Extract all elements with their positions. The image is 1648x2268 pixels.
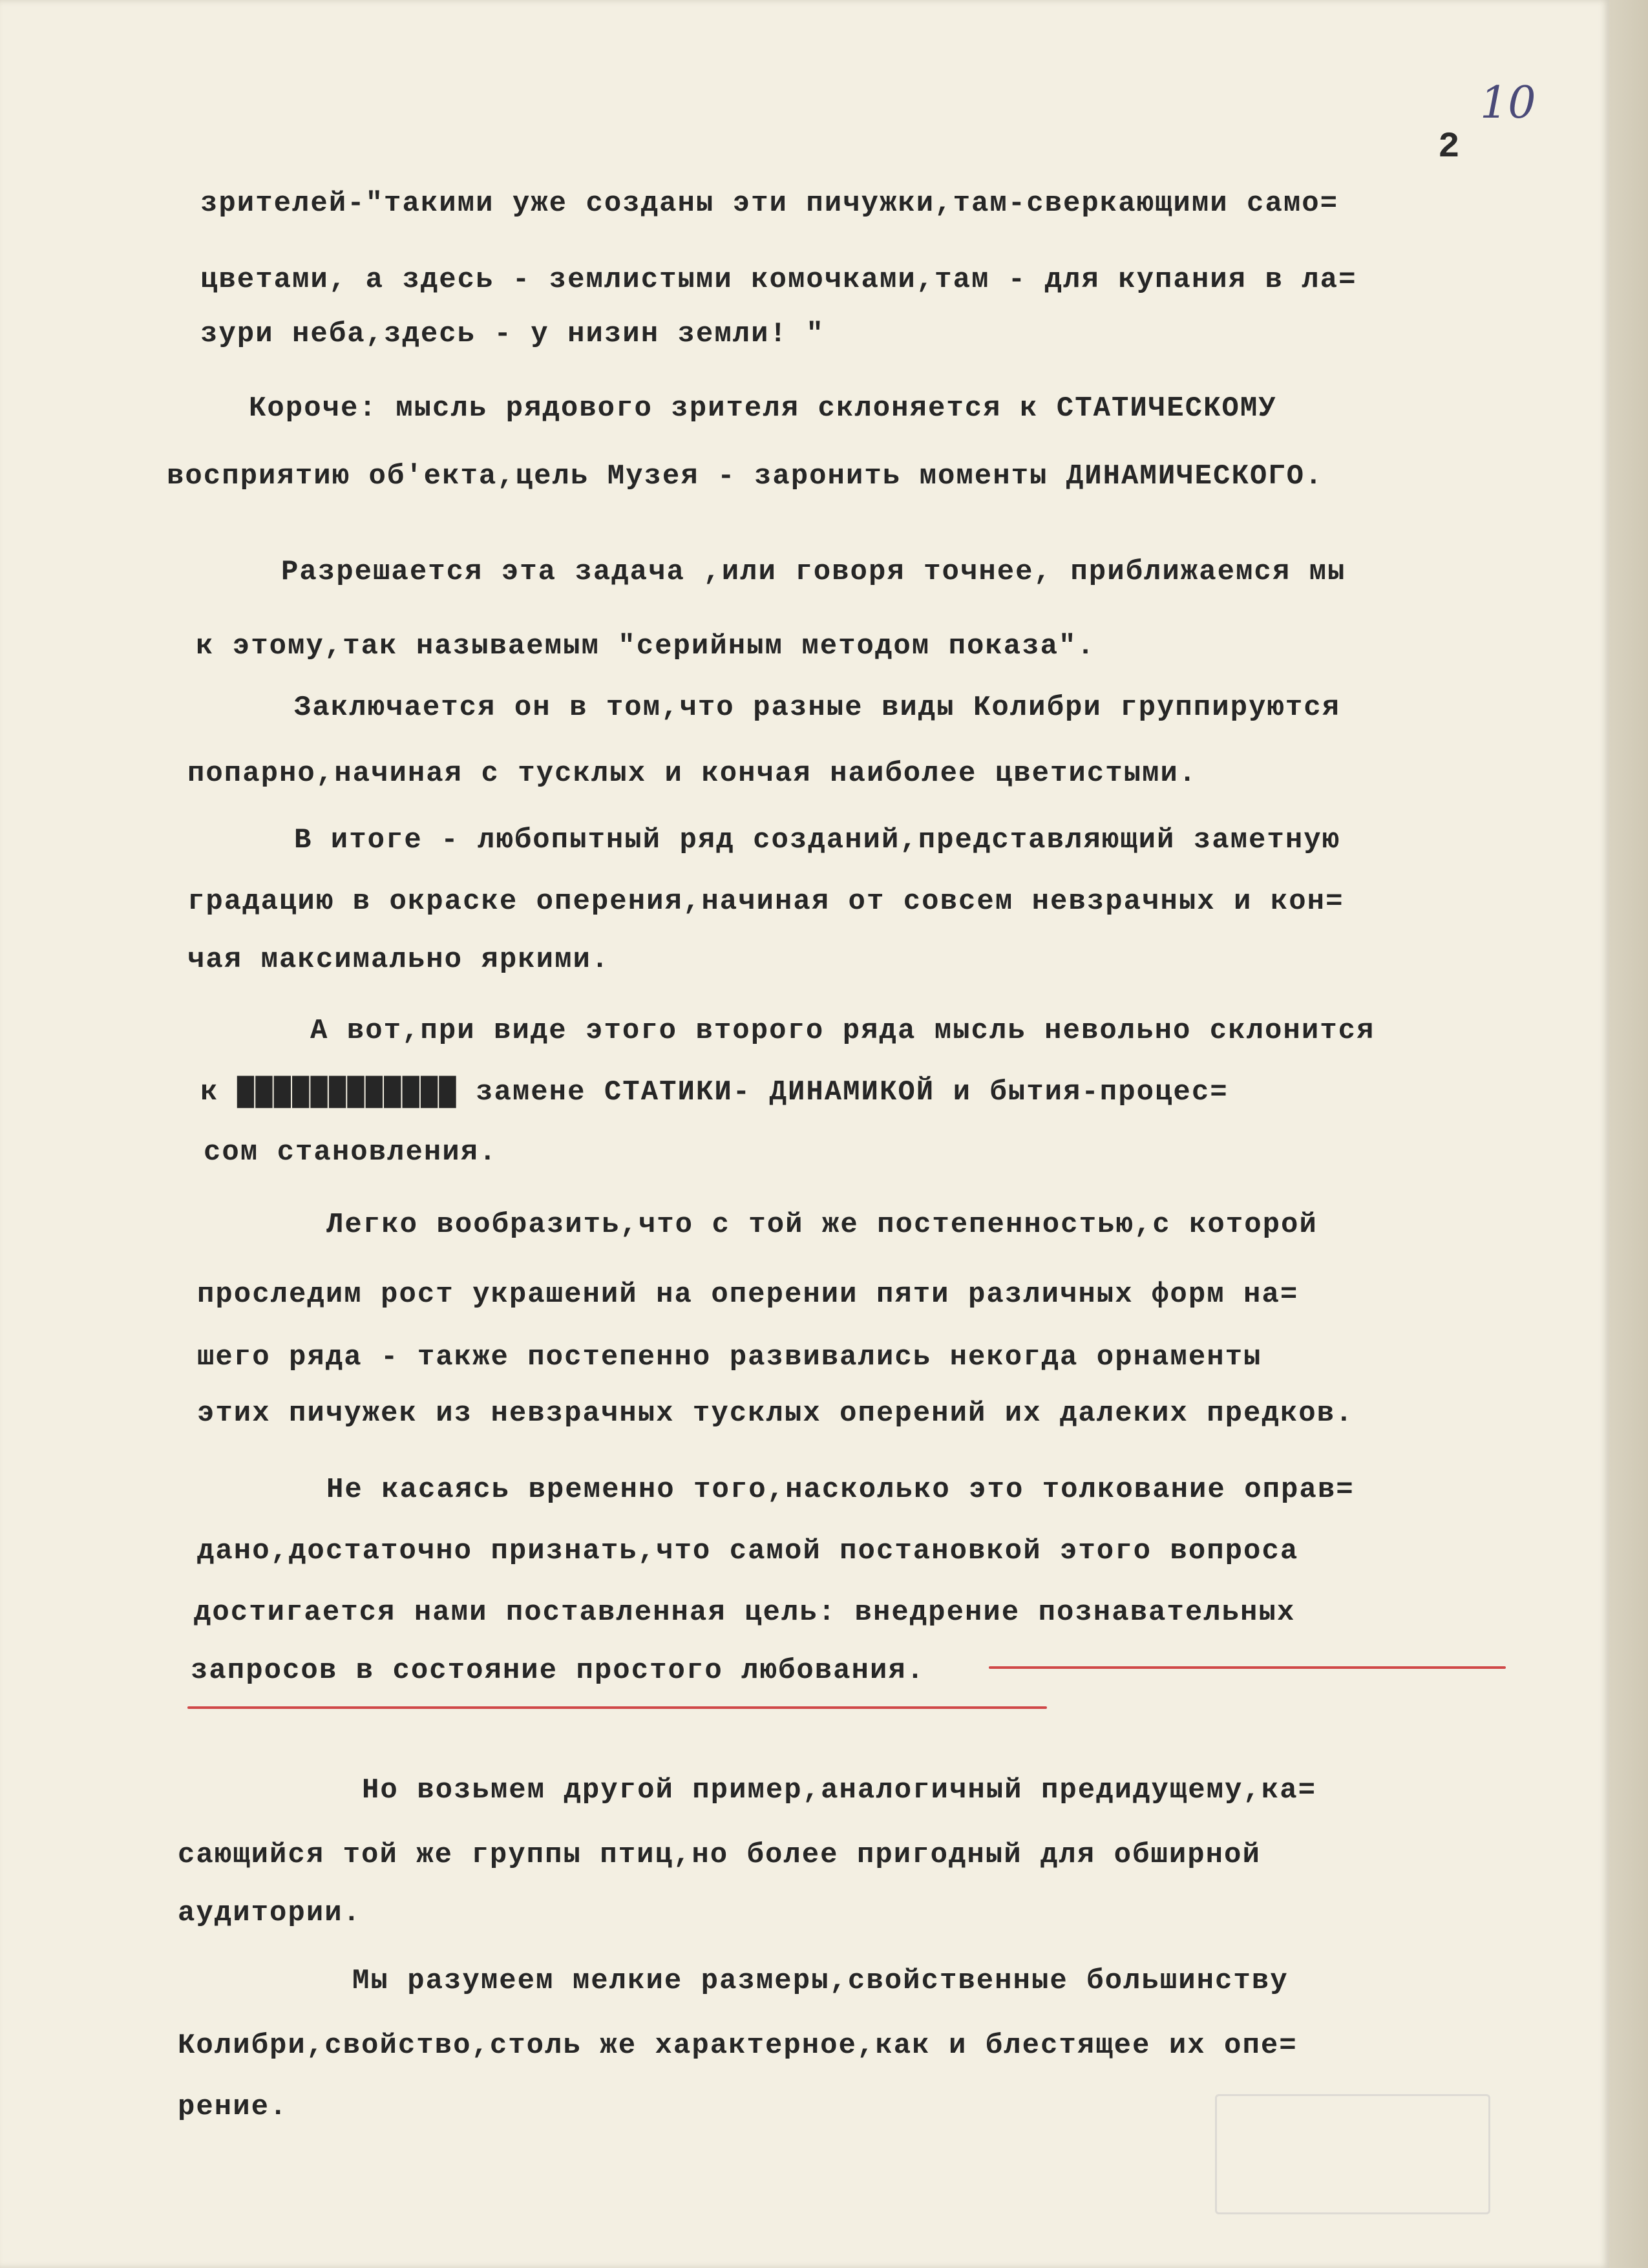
text-line: шего ряда - также постепенно развивались некогда орнаменты	[197, 1341, 1262, 1373]
text-line: дано,достаточно признать,что самой постановкой этого вопроса	[197, 1535, 1299, 1567]
text-line: к ████████████ замене СТАТИКИ- ДИНАМИКОЙ и бытия-процес=	[200, 1076, 1229, 1108]
text-line: цветами, а здесь - землистыми комочками,там - для купания в ла=	[200, 264, 1357, 296]
text-line: градацию в окраске оперения,начиная от совсем невзрачных и кон=	[187, 885, 1344, 918]
text-line: Мы разумеем мелкие размеры,свойственные большинству	[352, 1965, 1289, 1997]
text-line: Не касаясь временно того,насколько это толкование оправ=	[326, 1474, 1355, 1506]
archive-folio-number: 10	[1480, 78, 1536, 129]
text-line: запросов в состояние простого любования.	[191, 1655, 925, 1687]
text-line: А вот,при виде этого второго ряда мысль невольно склонится	[310, 1015, 1375, 1047]
text-line: Разрешается эта задача ,или говоря точнее, приближаемся мы	[281, 556, 1346, 588]
text-line: Но возьмем другой пример,аналогичный предидущему,ка=	[362, 1774, 1317, 1807]
red-underline	[187, 1706, 1047, 1709]
text-line: сающийся той же группы птиц,но более пригодный для обширной	[178, 1839, 1261, 1871]
text-line: Заключается он в том,что разные виды Колибри группируются	[294, 692, 1341, 724]
faint-archive-stamp	[1215, 2094, 1490, 2214]
text-line: зури неба,здесь - у низин земли! "	[200, 318, 825, 350]
text-line: чая максимально яркими.	[187, 944, 610, 976]
text-line: этих пичужек из невзрачных тусклых оперений их далеких предков.	[197, 1397, 1354, 1430]
text-line: попарно,начиная с тусклых и кончая наиболее цветистыми.	[187, 758, 1198, 790]
text-line: Колибри,свойство,столь же характерное,как и блестящее их опе=	[178, 2030, 1298, 2062]
text-line: проследим рост украшений на оперении пяти различных форм на=	[197, 1278, 1299, 1311]
text-line: достигается нами поставленная цель: внедрение познавательных	[194, 1596, 1296, 1629]
text-line: Короче: мысль рядового зрителя склоняется к СТАТИЧЕСКОМУ	[249, 392, 1277, 425]
text-line: зрителей-"такими уже созданы эти пичужки,там-сверкающими само=	[200, 187, 1339, 220]
text-line: В итоге - любопытный ряд созданий,представляющий заметную	[294, 824, 1341, 856]
text-line: сом становления.	[204, 1136, 498, 1169]
paper-edge	[1609, 0, 1648, 2268]
text-line: аудитории.	[178, 1897, 362, 1929]
page-number: 2	[1438, 126, 1460, 167]
red-underline	[989, 1666, 1506, 1669]
text-line: восприятию об'екта,цель Музея - заронить моменты ДИНАМИЧЕСКОГО.	[167, 460, 1324, 493]
text-line: к этому,так называемым "серийным методом показа".	[196, 630, 1095, 662]
text-line: рение.	[178, 2091, 288, 2123]
text-line: Легко вообразить,что с той же постепенностью,с которой	[326, 1209, 1318, 1241]
